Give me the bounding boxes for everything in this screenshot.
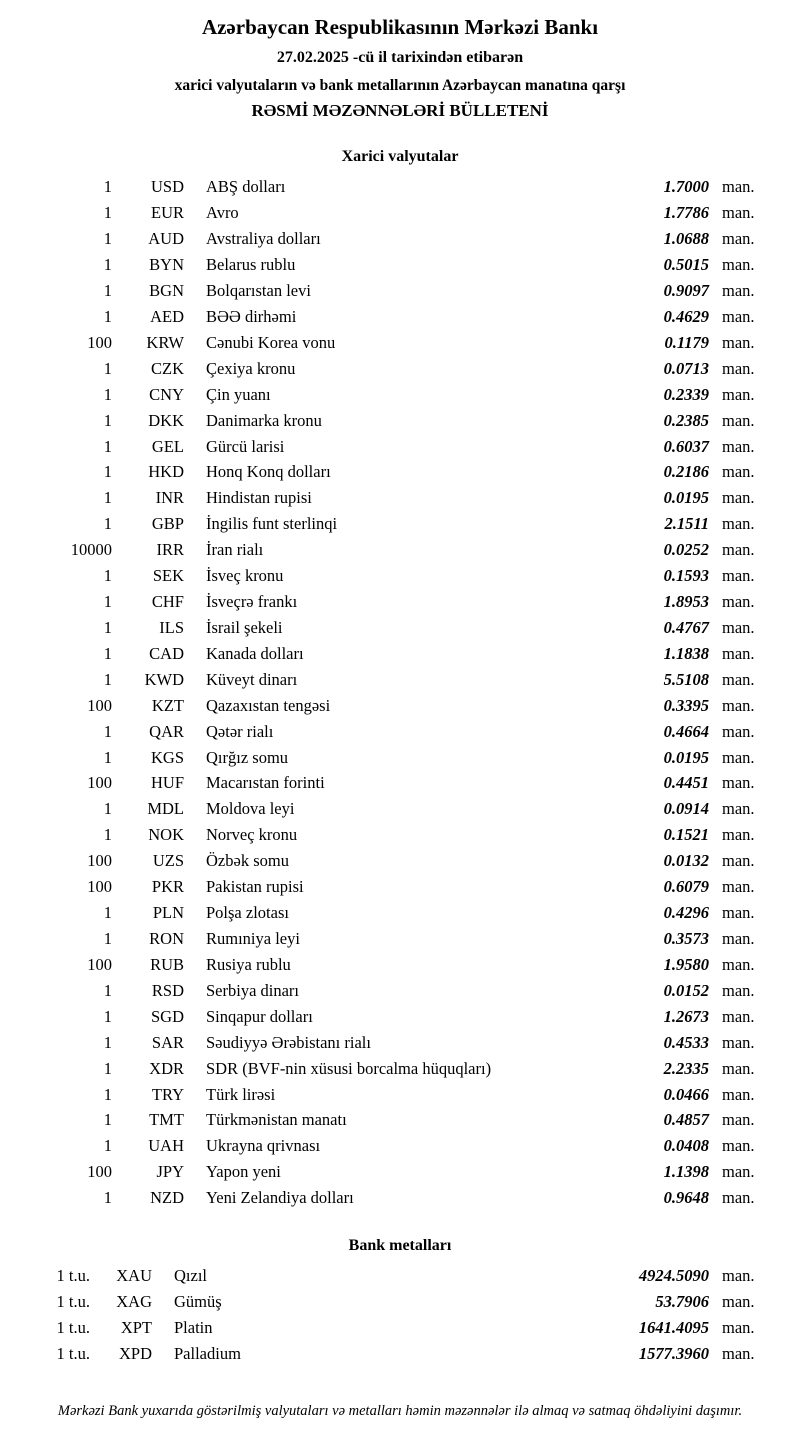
currency-code: HUF — [150, 773, 184, 793]
currency-code: KZT — [151, 695, 184, 715]
currency-code: XDR — [149, 1058, 184, 1078]
currency-unit-label: man. — [722, 592, 755, 612]
currency-unit-label: man. — [722, 1006, 755, 1026]
rate-amount: 1 — [103, 643, 112, 663]
currency-code: GEL — [151, 436, 184, 456]
currency-name: Qazaxıstan tengəsi — [206, 695, 331, 715]
currency-unit-label: man. — [722, 825, 755, 845]
rate-amount: 1 — [103, 1058, 112, 1078]
exchange-rate-value: 1.1838 — [663, 643, 709, 663]
currency-unit-label: man. — [722, 1188, 755, 1208]
currency-name: İsveçrə frankı — [206, 592, 298, 612]
currency-code: AED — [150, 306, 184, 326]
document-header — [30, 14, 770, 122]
rate-amount: 1 — [103, 1136, 112, 1156]
currency-code: HKD — [148, 462, 184, 482]
currency-unit-label: man. — [722, 954, 755, 974]
currency-unit-label: man. — [722, 540, 755, 560]
rate-amount: 1 — [103, 747, 112, 767]
currency-name: Cənubi Korea vonu — [206, 332, 336, 352]
exchange-rate-value: 0.0713 — [663, 358, 709, 378]
currency-unit-label: man. — [722, 721, 755, 741]
rate-amount: 1 — [103, 617, 112, 637]
table-row — [30, 952, 770, 978]
currency-unit-label: man. — [722, 1292, 755, 1312]
currency-code: BYN — [149, 255, 184, 275]
exchange-rate-value: 0.4857 — [663, 1110, 709, 1130]
table-row — [30, 770, 770, 796]
currency-name: Sinqapur dolları — [206, 1006, 313, 1026]
table-row — [30, 382, 770, 408]
currency-unit-label: man. — [722, 1032, 755, 1052]
table-row — [30, 356, 770, 382]
currency-unit-label: man. — [722, 747, 755, 767]
currency-name: Ukrayna qrivnası — [206, 1136, 321, 1156]
exchange-rate-value: 1.7000 — [663, 177, 709, 197]
currency-unit-label: man. — [722, 1266, 755, 1286]
currency-name: Danimarka kronu — [206, 410, 322, 430]
currency-code: DKK — [148, 410, 184, 430]
currency-name: Palladium — [174, 1343, 241, 1363]
exchange-rate-value: 0.6079 — [663, 877, 709, 897]
currency-name: Yeni Zelandiya dolları — [206, 1188, 354, 1208]
currency-name: Kanada dolları — [206, 643, 304, 663]
currency-name: Rusiya rublu — [206, 954, 291, 974]
exchange-rate-value: 0.1179 — [664, 332, 709, 352]
table-row — [30, 174, 770, 200]
currency-code: JPY — [156, 1162, 184, 1182]
rate-amount: 1 — [103, 1032, 112, 1052]
currency-name: Küveyt dinarı — [206, 669, 298, 689]
currency-name: Gürcü larisi — [206, 436, 285, 456]
rate-amount: 10000 — [70, 540, 112, 560]
currency-name: Platin — [174, 1318, 213, 1337]
currency-unit-label: man. — [722, 566, 755, 586]
currency-unit-label: man. — [722, 410, 755, 430]
currency-name: Özbək somu — [206, 851, 289, 871]
table-row — [30, 485, 770, 511]
currency-name: BƏƏ dirhəmi — [206, 306, 297, 326]
exchange-rate-value: 0.4664 — [663, 721, 709, 741]
exchange-rate-value: 0.2339 — [663, 384, 709, 404]
currency-unit-label: man. — [722, 617, 755, 637]
currency-name: İngilis funt sterlinqi — [206, 514, 338, 534]
exchange-rate-value: 2.2335 — [663, 1058, 709, 1078]
currency-code: CAD — [149, 643, 184, 663]
currency-unit-label: man. — [722, 229, 755, 249]
rate-amount: 1 — [103, 229, 112, 249]
bank-name-title: Azərbaycan Respublikasının Mərkəzi Bankı — [201, 15, 599, 39]
metals-table — [30, 1263, 770, 1367]
exchange-rate-value: 1.9580 — [663, 954, 709, 974]
currency-unit-label: man. — [722, 643, 755, 663]
rate-amount: 1 — [103, 799, 112, 819]
currency-code: NOK — [148, 825, 184, 845]
currency-name: İsveç kronu — [206, 566, 284, 586]
currency-code: RON — [149, 929, 184, 949]
currency-name: Qətər rialı — [206, 721, 274, 741]
currency-code: PKR — [151, 877, 184, 897]
metals-section-heading: Bank metalları — [348, 1237, 452, 1255]
exchange-rate-value: 0.4533 — [663, 1032, 709, 1052]
currency-name: Belarus rublu — [206, 255, 296, 275]
currency-name: İran rialı — [206, 540, 264, 560]
table-row — [30, 1315, 770, 1341]
rate-amount: 1 t.u. — [56, 1292, 90, 1312]
currency-code: GBP — [151, 514, 184, 534]
currency-name: Avstraliya dolları — [206, 229, 321, 249]
exchange-rate-value: 0.0195 — [663, 747, 709, 767]
currency-unit-label: man. — [722, 980, 755, 1000]
rate-amount: 1 — [103, 903, 112, 923]
footer-note: Mərkəzi Bank yuxarıda göstərilmiş valyutaları və metalları həmin məzənnələr ilə almaq və satmaq öhdəliyini daşımır. — [57, 1402, 743, 1419]
rate-amount: 100 — [87, 877, 112, 897]
rate-amount: 1 — [103, 203, 112, 223]
currency-code: KGS — [150, 747, 184, 767]
table-row — [30, 1056, 770, 1082]
rate-amount: 1 t.u. — [56, 1318, 90, 1337]
rate-amount: 1 — [103, 410, 112, 430]
exchange-rate-value: 0.1593 — [663, 566, 709, 586]
effective-date-line: 27.02.2025 -cü il tarixindən etibarən — [276, 49, 524, 67]
currency-unit-label: man. — [722, 1136, 755, 1156]
table-row — [30, 1133, 770, 1159]
currency-unit-label: man. — [722, 280, 755, 300]
table-row — [30, 615, 770, 641]
exchange-rate-value: 0.4629 — [663, 306, 709, 326]
table-row — [30, 719, 770, 745]
currency-unit-label: man. — [722, 488, 755, 508]
exchange-rate-value: 0.9097 — [663, 280, 709, 300]
table-row — [30, 278, 770, 304]
table-row — [30, 408, 770, 434]
table-row — [30, 693, 770, 719]
table-row — [30, 563, 770, 589]
currency-name: Yapon yeni — [206, 1162, 281, 1182]
rate-amount: 1 — [103, 566, 112, 586]
table-row — [30, 1263, 770, 1289]
currency-code: UAH — [148, 1136, 184, 1156]
table-row — [30, 226, 770, 252]
table-row — [30, 796, 770, 822]
table-row — [30, 511, 770, 537]
subtitle-line-1: xarici valyutaların və bank metallarının Azərbaycan manatına qarşı — [174, 77, 626, 95]
table-row — [30, 745, 770, 771]
table-row — [30, 1004, 770, 1030]
currency-name: Türk lirəsi — [206, 1084, 276, 1104]
table-row — [30, 1159, 770, 1185]
currency-code: MDL — [147, 799, 184, 819]
currency-code: SGD — [150, 1006, 184, 1026]
exchange-rate-value: 0.0132 — [663, 851, 709, 871]
currency-unit-label: man. — [722, 1318, 755, 1337]
currency-name: Pakistan rupisi — [206, 877, 304, 897]
currency-code: BGN — [149, 280, 184, 300]
rate-amount: 1 — [103, 280, 112, 300]
table-row — [30, 926, 770, 952]
currency-code: TMT — [149, 1110, 184, 1130]
table-row — [30, 1030, 770, 1056]
exchange-rate-value: 0.3395 — [663, 695, 709, 715]
table-row — [30, 822, 770, 848]
currency-name: Gümüş — [174, 1292, 222, 1312]
exchange-rate-value: 0.1521 — [663, 825, 709, 845]
table-row — [30, 589, 770, 615]
currency-code: TRY — [151, 1084, 184, 1104]
subtitle-line-2: RƏSMİ MƏZƏNNƏLƏRİ BÜLLETENİ — [251, 101, 549, 121]
currency-name: Çin yuanı — [206, 384, 271, 404]
exchange-rate-value: 0.2385 — [663, 410, 709, 430]
rate-amount: 1 — [103, 488, 112, 508]
currency-code: XAU — [116, 1266, 152, 1286]
currency-unit-label: man. — [722, 514, 755, 534]
currency-code: USD — [150, 177, 184, 197]
currency-name: Polşa zlotası — [206, 903, 289, 923]
exchange-rate-value: 0.6037 — [663, 436, 709, 456]
currency-code: INR — [155, 488, 184, 508]
currency-name: Qırğız somu — [206, 747, 289, 767]
currency-name: Moldova leyi — [206, 799, 295, 819]
currencies-section-heading: Xarici valyutalar — [341, 148, 459, 166]
rate-amount: 1 — [103, 721, 112, 741]
rate-amount: 1 t.u. — [56, 1266, 90, 1286]
currency-code: KWD — [144, 669, 184, 689]
currency-code: KRW — [146, 332, 184, 352]
currency-code: ILS — [159, 617, 184, 637]
rate-amount: 100 — [87, 695, 112, 715]
currency-unit-label: man. — [722, 799, 755, 819]
exchange-rate-value: 0.2186 — [663, 462, 709, 482]
exchange-rate-value: 1.1398 — [663, 1162, 709, 1182]
exchange-rate-value: 0.3573 — [663, 929, 709, 949]
currency-name: Çexiya kronu — [206, 358, 296, 378]
currency-name: SDR (BVF-nin xüsusi borcalma hüquqları) — [206, 1058, 492, 1078]
exchange-rate-value: 0.0195 — [663, 488, 709, 508]
exchange-rate-value: 0.4451 — [663, 773, 709, 793]
table-row — [30, 1082, 770, 1108]
currency-unit-label: man. — [722, 306, 755, 326]
table-row — [30, 641, 770, 667]
table-row — [30, 848, 770, 874]
rate-amount: 1 — [103, 462, 112, 482]
table-row — [30, 1107, 770, 1133]
currency-code: CZK — [151, 358, 184, 378]
currency-name: Serbiya dinarı — [206, 980, 300, 1000]
currency-code: XPT — [120, 1318, 152, 1337]
table-row — [30, 1185, 770, 1211]
currency-unit-label: man. — [722, 436, 755, 456]
exchange-rate-value: 1.0688 — [663, 229, 709, 249]
rate-amount: 100 — [87, 851, 112, 871]
exchange-rate-value: 4924.5090 — [638, 1266, 709, 1286]
currency-unit-label: man. — [722, 1058, 755, 1078]
rate-amount: 1 — [103, 306, 112, 326]
currency-code: CHF — [151, 592, 184, 612]
rate-amount: 1 — [103, 358, 112, 378]
rate-amount: 1 — [103, 980, 112, 1000]
currency-name: Türkmənistan manatı — [206, 1110, 347, 1130]
currency-name: Bolqarıstan levi — [206, 280, 311, 300]
currency-code: SAR — [151, 1032, 184, 1052]
rate-amount: 1 — [103, 1110, 112, 1130]
table-row — [30, 900, 770, 926]
currency-code: AUD — [148, 229, 184, 249]
currency-unit-label: man. — [722, 1343, 755, 1363]
exchange-rate-value: 1577.3960 — [638, 1343, 709, 1363]
exchange-rate-value: 0.4296 — [663, 903, 709, 923]
table-row — [30, 434, 770, 460]
currency-code: NZD — [150, 1188, 184, 1208]
table-row — [30, 1289, 770, 1315]
currency-code: RUB — [150, 954, 184, 974]
currency-code: EUR — [151, 203, 184, 223]
rate-amount: 1 — [103, 514, 112, 534]
exchange-rate-value: 1.8953 — [663, 592, 709, 612]
exchange-rate-value: 0.0152 — [663, 980, 709, 1000]
currency-unit-label: man. — [722, 332, 755, 352]
table-row — [30, 667, 770, 693]
currency-unit-label: man. — [722, 462, 755, 482]
exchange-rate-value: 5.5108 — [663, 669, 709, 689]
rate-amount: 1 — [103, 436, 112, 456]
rate-amount: 1 — [103, 1084, 112, 1104]
exchange-rate-value: 0.9648 — [663, 1188, 709, 1208]
exchange-rate-value: 0.0914 — [663, 799, 709, 819]
currency-unit-label: man. — [722, 695, 755, 715]
currency-name: Səudiyyə Ərəbistanı rialı — [206, 1032, 371, 1052]
rate-amount: 100 — [87, 773, 112, 793]
exchange-rate-value: 0.5015 — [663, 255, 709, 275]
table-row — [30, 459, 770, 485]
currency-name: ABŞ dolları — [206, 177, 286, 197]
currencies-table — [30, 174, 770, 1211]
currency-unit-label: man. — [722, 358, 755, 378]
table-row — [30, 874, 770, 900]
exchange-rate-value: 2.1511 — [664, 514, 709, 534]
currency-name: Rumıniya leyi — [206, 929, 300, 949]
rate-amount: 1 — [103, 1188, 112, 1208]
currency-code: CNY — [149, 384, 184, 404]
currency-unit-label: man. — [722, 773, 755, 793]
currency-code: XAG — [116, 1292, 152, 1312]
exchange-rate-value: 0.0408 — [663, 1136, 709, 1156]
exchange-rate-value: 1641.4095 — [638, 1318, 709, 1337]
table-row — [30, 304, 770, 330]
currency-name: Honq Konq dolları — [206, 462, 331, 482]
exchange-rate-value: 1.7786 — [663, 203, 709, 223]
exchange-rate-value: 53.7906 — [655, 1292, 709, 1312]
rate-amount: 1 — [103, 384, 112, 404]
currency-code: SEK — [152, 566, 184, 586]
table-row — [30, 537, 770, 563]
currency-code: XPD — [118, 1343, 152, 1363]
rate-amount: 1 — [103, 177, 112, 197]
rate-amount: 100 — [87, 954, 112, 974]
table-row — [30, 252, 770, 278]
rate-amount: 1 — [103, 592, 112, 612]
table-row — [30, 1341, 770, 1367]
exchange-rate-value: 1.2673 — [663, 1006, 709, 1026]
rate-amount: 1 — [103, 1006, 112, 1026]
currency-unit-label: man. — [722, 1110, 755, 1130]
currency-unit-label: man. — [722, 669, 755, 689]
rate-amount: 1 — [103, 669, 112, 689]
rate-amount: 1 — [103, 929, 112, 949]
rate-amount: 100 — [87, 332, 112, 352]
currency-name: Qızıl — [174, 1266, 207, 1286]
currency-code: UZS — [152, 851, 184, 871]
currency-code: RSD — [151, 980, 184, 1000]
currency-code: IRR — [156, 540, 184, 560]
rate-amount: 1 — [103, 825, 112, 845]
exchange-rate-value: 0.4767 — [663, 617, 709, 637]
currency-code: PLN — [152, 903, 184, 923]
currency-unit-label: man. — [722, 877, 755, 897]
currency-unit-label: man. — [722, 1162, 755, 1182]
currency-unit-label: man. — [722, 851, 755, 871]
currency-unit-label: man. — [722, 1084, 755, 1104]
currency-unit-label: man. — [722, 903, 755, 923]
currency-unit-label: man. — [722, 177, 755, 197]
exchange-rate-value: 0.0252 — [663, 540, 709, 560]
currency-name: Macarıstan forinti — [206, 773, 325, 793]
table-row — [30, 200, 770, 226]
currency-unit-label: man. — [722, 255, 755, 275]
currency-name: Norveç kronu — [206, 825, 298, 845]
currency-code: QAR — [149, 721, 184, 741]
currency-unit-label: man. — [722, 929, 755, 949]
currency-name: Avro — [206, 203, 239, 223]
rate-amount: 1 t.u. — [56, 1343, 90, 1363]
currency-name: İsrail şekeli — [206, 617, 283, 637]
rate-amount: 100 — [87, 1162, 112, 1182]
currency-unit-label: man. — [722, 203, 755, 223]
rate-amount: 1 — [103, 255, 112, 275]
currency-name: Hindistan rupisi — [206, 488, 312, 508]
exchange-rate-value: 0.0466 — [663, 1084, 709, 1104]
currency-unit-label: man. — [722, 384, 755, 404]
table-row — [30, 978, 770, 1004]
table-row — [30, 330, 770, 356]
